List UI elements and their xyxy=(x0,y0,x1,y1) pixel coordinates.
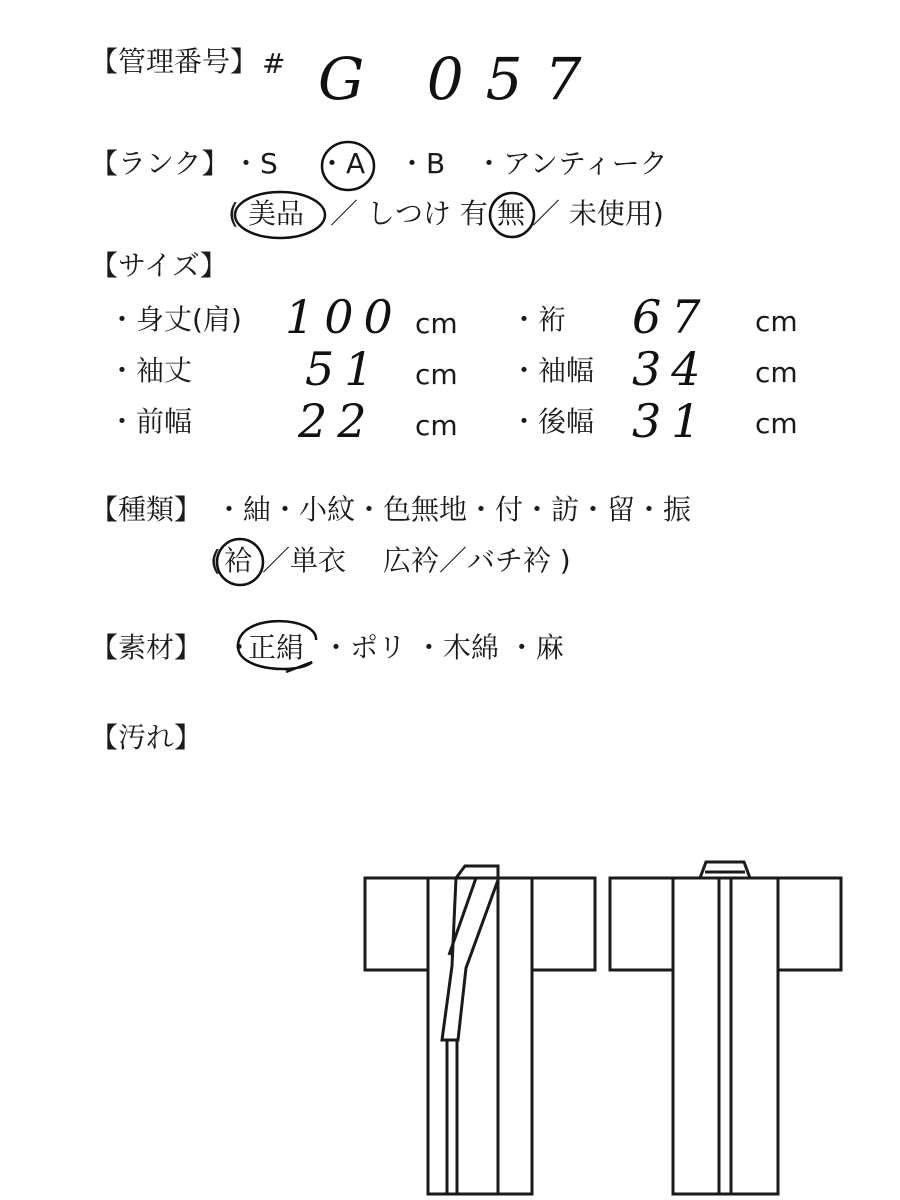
rank-option-s: ・S xyxy=(232,147,278,180)
rank-option-b: ・B xyxy=(398,147,446,180)
size-row-2-left-value: 22 xyxy=(298,394,377,448)
size-row-2-right-label: ・後幅 xyxy=(510,405,595,438)
kind-lined: 袷 xyxy=(224,544,253,577)
size-row-1-right-value: 34 xyxy=(632,342,711,396)
size-row-1-left-label: ・袖丈 xyxy=(108,354,193,387)
size-row-2-left-label: ・前幅 xyxy=(108,405,193,438)
material-label: 【素材】 xyxy=(90,631,203,664)
rank-condition-paren: ( xyxy=(228,197,239,230)
size-row-0-left-label: ・身丈(肩) xyxy=(108,303,242,336)
size-row-0-left-value: 100 xyxy=(285,290,403,344)
rank-option-a: ・A xyxy=(318,147,366,180)
kimono-front-diagram xyxy=(365,866,595,1194)
management-hash: # xyxy=(262,47,286,80)
kind-rest: ／単衣 広衿／バチ衿 ) xyxy=(262,544,571,577)
kind-options: ・紬・小紋・色無地・付・訪・留・振 xyxy=(215,493,692,526)
size-row-1-left-unit: cm xyxy=(415,358,458,391)
stain-label: 【汚れ】 xyxy=(90,721,203,754)
rank-condition-basting: ／ しつけ 有 xyxy=(330,197,488,230)
management-label: 【管理番号】 xyxy=(90,45,259,78)
rank-condition-beauty: 美品 xyxy=(248,197,305,230)
size-row-1-left-value: 51 xyxy=(305,342,384,396)
kimono-back-diagram xyxy=(610,862,841,1194)
size-row-1-right-unit: cm xyxy=(755,356,798,389)
rank-label: 【ランク】 xyxy=(90,147,230,180)
size-row-2-left-unit: cm xyxy=(415,409,458,442)
material-silk: 正絹 xyxy=(248,631,305,664)
management-number-value: G 057 xyxy=(318,45,604,113)
kind-paren: ( xyxy=(210,544,221,577)
rank-condition-none: 無 xyxy=(497,197,526,230)
size-row-2-right-value: 31 xyxy=(632,394,711,448)
size-row-0-right-label: ・裄 xyxy=(510,303,567,336)
size-label: 【サイズ】 xyxy=(90,249,228,282)
size-row-0-left-unit: cm xyxy=(415,307,458,340)
size-row-0-right-unit: cm xyxy=(755,305,798,338)
size-row-0-right-value: 67 xyxy=(632,290,711,344)
material-dot: ・ xyxy=(225,631,254,664)
material-rest: ・ポリ ・木綿 ・麻 xyxy=(322,631,564,664)
kind-label: 【種類】 xyxy=(90,493,203,526)
size-row-2-right-unit: cm xyxy=(755,407,798,440)
size-row-1-right-label: ・袖幅 xyxy=(510,354,595,387)
rank-condition-unused: ／ 未使用) xyxy=(532,197,664,230)
rank-option-antique: ・アンティーク xyxy=(475,147,668,180)
